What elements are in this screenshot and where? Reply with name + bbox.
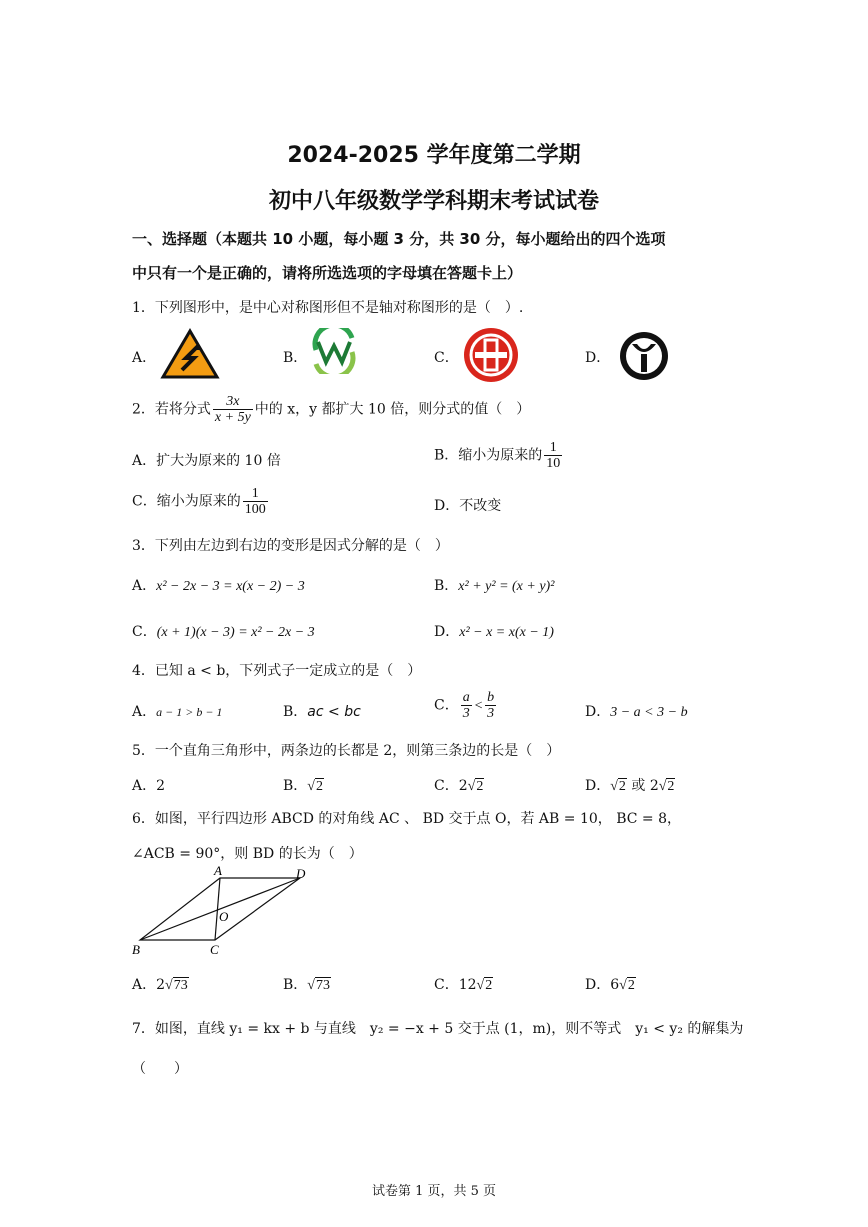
warning-sign-icon [160,328,220,384]
vertex-label-b: B [132,942,140,957]
exam-title-line2: 初中八年级数学学科期末考试试卷 [268,189,599,214]
q2-option-a: A．扩大为原来的 10 倍 [132,453,281,469]
question-4-text: 4．已知 a < b，下列式子一定成立的是（ ） [132,663,422,679]
green-w-logo-icon [308,328,360,378]
question-1-text: 1．下列图形中，是中心对称图形但不是轴对称图形的是（ ）. [132,300,524,316]
q4-option-b: B．ac < bc [283,704,361,720]
q2-option-c: C．缩小为原来的 $\frac{1}{100}$ [132,486,266,517]
q3-option-d: D．x² − x = x(x − 1) [434,624,554,640]
parallelogram-figure [128,866,318,962]
question-3-text: 3．下列由左边到右边的变形是因式分解的是（ ） [132,538,449,554]
q2-option-d: D．不改变 [434,498,502,514]
q1-option-c-label: C． [434,350,459,366]
q1-option-b-label: B． [283,350,308,366]
red-circle-logo-icon [461,326,521,388]
q3-option-c: C．(x + 1)(x − 3) = x² − 2x − 3 [132,624,315,640]
q4-option-a: A．a − 1 > b − 1 [132,704,223,720]
question-2-text: 2．若将分式 $\frac{3x}{x + 5y}$ 中的 x，y 都扩大 10 倍，则分式的值（ ） [132,394,531,425]
q5-option-a: A．2 [132,778,166,794]
black-y-logo-icon [618,330,670,386]
q6-option-d: D．6√2 [585,977,635,993]
question-6-line1: 6．如图，平行四边形 ABCD 的对角线 AC 、 BD 交于点 O，若 AB = 10， BC = 8， [132,811,682,827]
section-heading-line2: 中只有一个是正确的，请将所选选项的字母填在答题卡上） [132,264,523,282]
exam-title-line1: 2024-2025 学年度第二学期 [287,143,581,168]
q4-option-d: D．3 − a < 3 − b [585,704,688,720]
q3-option-a: A．x² − 2x − 3 = x(x − 2) − 3 [132,578,305,594]
q1-option-d-label: D． [585,350,611,366]
q6-option-c: C．12√2 [434,977,493,993]
q2-fraction: $\frac{3x}{x + 5y}$ [214,394,251,425]
q1-option-a-label: A． [132,350,157,366]
question-5-text: 5．一个直角三角形中，两条边的长都是 2，则第三条边的长是（ ） [132,743,561,759]
q5-option-c: C．2√2 [434,778,484,794]
question-7-line1: 7．如图，直线 y₁ = kx + b 与直线 y₂ = −x + 5 交于点 (1，m)，则不等式 y₁ < y₂ 的解集为 [132,1021,744,1037]
vertex-label-o: O [219,909,229,924]
q5-option-b: B．√2 [283,778,323,794]
q6-option-a: A．2√73 [132,977,188,993]
q6-option-b: B．√73 [283,977,330,993]
question-6-line2: ∠ACB = 90°，则 BD 的长为（ ） [132,846,363,862]
q5-option-d: D．√2 或 2√2 [585,778,675,794]
vertex-label-c: C [210,942,219,957]
question-7-line2: （ ） [132,1061,188,1077]
vertex-label-d: D [296,866,306,881]
q4-option-c: C． $\frac{a}{3}$ < $\frac{b}{3}$ [434,690,495,721]
q3-option-b: B．x² + y² = (x + y)² [434,578,555,594]
q2-option-b: B．缩小为原来的 $\frac{1}{10}$ [434,440,561,471]
page-footer: 试卷第 1 页，共 5 页 [371,1184,497,1199]
section-heading-line1: 一、选择题（本题共 10 小题，每小题 3 分，共 30 分，每小题给出的四个选项 [132,230,666,248]
vertex-label-a: A [214,866,222,878]
